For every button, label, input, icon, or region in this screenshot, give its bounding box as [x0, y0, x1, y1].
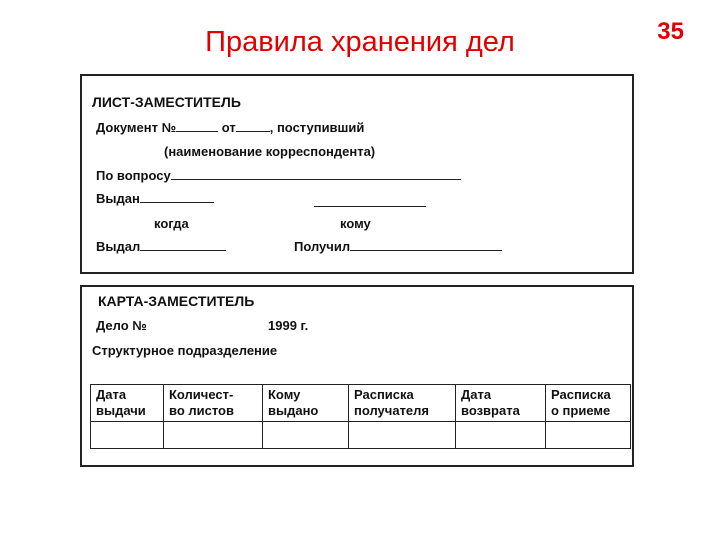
- issued-to-blank: [314, 206, 426, 207]
- table-cell: [546, 422, 631, 449]
- header-recipient-signature: Расписка получателя: [349, 385, 456, 422]
- question-row: [96, 168, 461, 183]
- receiver-label: Получил: [294, 239, 351, 254]
- when-caption: когда: [154, 216, 189, 231]
- header-issue-date: Дата выдачи: [91, 385, 164, 422]
- issued-row: [96, 191, 214, 206]
- table-cell: [349, 422, 456, 449]
- issued-label: Выдан: [96, 191, 140, 206]
- issuer-row: [96, 239, 226, 254]
- header-return-date: Дата возврата: [456, 385, 546, 422]
- receiver-blank: [350, 250, 502, 251]
- substitute-sheet-form: [80, 74, 634, 274]
- issuer-blank: [140, 250, 226, 251]
- slide-title: Правила хранения дел: [205, 26, 515, 58]
- structural-unit-label: Структурное подразделение: [92, 343, 278, 358]
- header-issued-to: Кому выдано: [263, 385, 349, 422]
- document-number-blank: [176, 131, 218, 132]
- table-cell: [263, 422, 349, 449]
- document-number-label: Документ №: [96, 120, 177, 135]
- case-number-label: Дело №: [96, 318, 147, 333]
- table-cell: [164, 422, 263, 449]
- to-whom-caption: кому: [340, 216, 371, 231]
- slide-number: 35: [657, 18, 684, 45]
- substitute-card-heading: КАРТА-ЗАМЕСТИТЕЛЬ: [98, 293, 255, 309]
- table-cell: [456, 422, 546, 449]
- received-label: , поступивший: [269, 120, 365, 135]
- receiver-row: [294, 239, 502, 254]
- substitute-sheet-heading: ЛИСТ-ЗАМЕСТИТЕЛЬ: [92, 94, 241, 110]
- issued-when-blank: [140, 202, 214, 203]
- header-acceptance-signature: Расписка о приеме: [546, 385, 631, 422]
- issuer-label: Выдал: [96, 239, 141, 254]
- header-sheet-count: Количест- во листов: [164, 385, 263, 422]
- date-blank: [236, 131, 270, 132]
- document-number-row: [96, 120, 364, 135]
- table-row: [91, 422, 631, 449]
- question-blank: [171, 179, 461, 180]
- substitute-card-form: [80, 285, 634, 467]
- correspondent-note: (наименование корреспондента): [164, 144, 376, 159]
- table-cell: [91, 422, 164, 449]
- year-label: 1999 г.: [268, 318, 309, 333]
- date-from-label: от: [221, 120, 236, 135]
- issue-log-table: [90, 384, 631, 449]
- table-header-row: [91, 385, 631, 422]
- question-label: По вопросу: [96, 168, 171, 183]
